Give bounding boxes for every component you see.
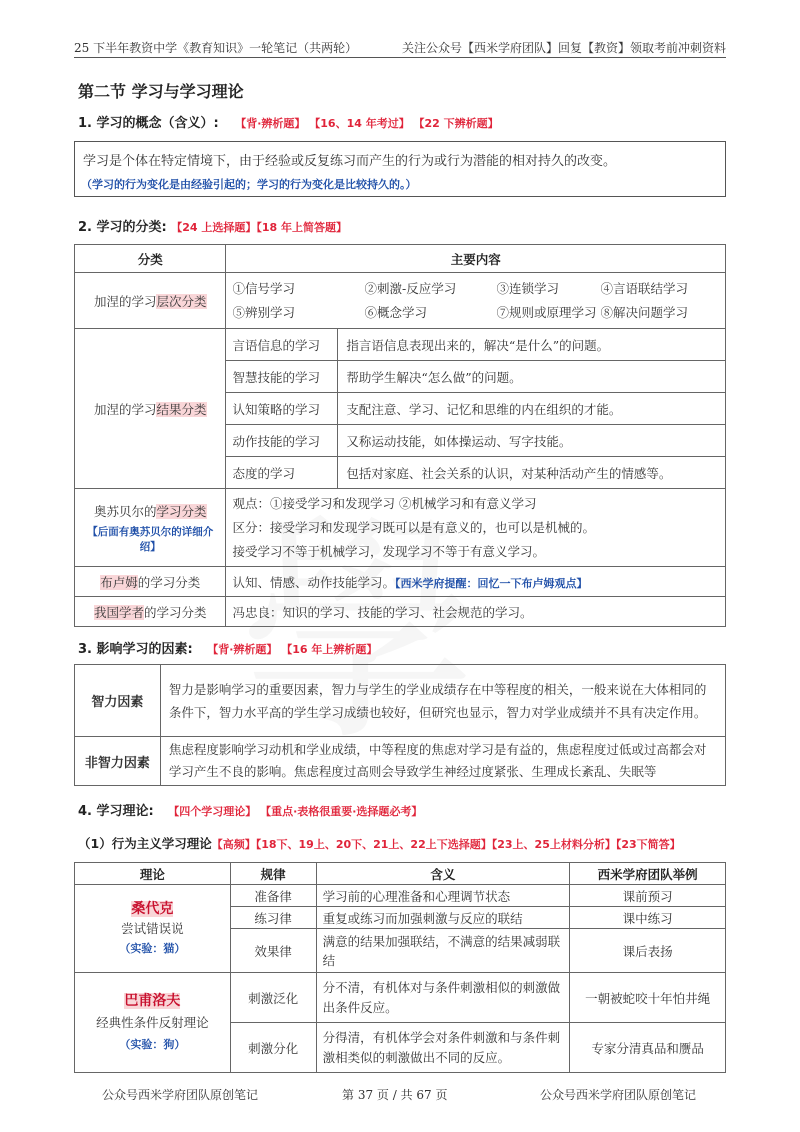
s4-heading: 4. 学习理论:: [78, 804, 154, 819]
s2-heading-line: [78, 216, 347, 235]
law-name: 刺激泛化: [230, 973, 316, 1023]
china-content: 冯忠良：知识的学习、技能的学习、社会规范的学习。: [226, 597, 726, 627]
col-header-theory: 理论: [75, 863, 231, 885]
result-desc: 指言语信息表现出来的，解决“是什么”的问题。: [338, 329, 726, 361]
bloom-content: 认知、情感、动作技能学习。【西米学府提醒：回忆一下布卢姆观点】: [226, 567, 726, 597]
result-desc: 又称运动技能，如体操运动、写字技能。: [338, 425, 726, 457]
china-label: 我国学者的学习分类: [75, 597, 226, 627]
list-item: ②刺激-反应学习: [364, 280, 457, 296]
list-item: ⑤辨别学习: [232, 304, 295, 320]
factor-desc: 焦虑程度影响学习动机和学业成绩，中等程度的焦虑对学习是有益的，焦虑程度过低或过高都会对学习产生不良的影响。焦虑程度过高则会导致学生神经过度紧张、生理成长紊乱、失眠等: [160, 737, 725, 786]
s1-heading: 1. 学习的概念（含义）:: [78, 116, 219, 131]
s4-sub-heading: （1）行为主义学习理论: [78, 836, 212, 851]
table-row: [75, 273, 726, 329]
law-example: 课中练习: [570, 907, 726, 929]
pavlov-name: 巴甫洛夫: [124, 992, 181, 1009]
factor-name: 智力因素: [75, 665, 161, 737]
ausubel-line: 区分：接受学习和发现学习既可以是有意义的，也可以是机械的。: [232, 519, 595, 535]
table-header-row: [75, 863, 726, 885]
list-item: ⑧解决问题学习: [600, 304, 688, 320]
footer-left: 公众号西米学府团队原创笔记: [102, 1088, 259, 1102]
pavlov-cell: [75, 973, 231, 1073]
s3-heading-line: [78, 638, 377, 657]
law-example: 一朝被蛇咬十年怕井绳: [570, 973, 726, 1023]
gagne-result-label: 加涅的学习结果分类: [75, 329, 226, 489]
table-row: [75, 885, 726, 907]
result-name: 认知策略的学习: [226, 393, 338, 425]
factors-table: [74, 664, 726, 786]
ausubel-line: 接受学习不等于机械学习，发现学习不等于有意义学习。: [232, 543, 545, 559]
result-name: 动作技能的学习: [226, 425, 338, 457]
law-example: 专家分清真品和赝品: [570, 1023, 726, 1073]
col-header-category: 分类: [75, 245, 226, 273]
col-header-example: 西米学府团队举例: [570, 863, 726, 885]
s4-sub-tags: 【高频】【18下、19上、20下、21上、22上下选择题】【23上、25上材料分析】【23下简答】: [211, 838, 681, 851]
ausubel-content: [226, 489, 726, 567]
pavlov-exp: （实验：狗）: [119, 1037, 186, 1051]
s3-heading: 3. 影响学习的因素:: [78, 642, 193, 657]
gagne-level-items: [226, 273, 726, 329]
result-name: 智慧技能的学习: [226, 361, 338, 393]
footer-right: 公众号西米学府团队原创笔记: [540, 1088, 697, 1102]
result-desc: 包括对家庭、社会关系的认识，对某种活动产生的情感等。: [338, 457, 726, 489]
law-name: 练习律: [230, 907, 316, 929]
law-meaning: 满意的结果加强联结，不满意的结果减弱联结: [316, 929, 570, 973]
bloom-label: 布卢姆的学习分类: [75, 567, 226, 597]
table-row: [75, 329, 726, 361]
thorndike-name: 桑代克: [131, 900, 174, 917]
s1-note: （学习的行为变化是由经验引起的；学习的行为变化是比较持久的。）: [81, 178, 417, 191]
thorndike-exp: （实验：猫）: [119, 941, 186, 955]
col-header-meaning: 含义: [316, 863, 570, 885]
classification-table: [74, 244, 726, 627]
bloom-tip: 【西米学府提醒：回忆一下布卢姆观点】: [394, 576, 588, 590]
result-name: 态度的学习: [226, 457, 338, 489]
ausubel-note: 【后面有奥苏贝尔的详细介绍】: [87, 525, 214, 553]
s4-sub-heading-line: [78, 834, 681, 852]
header-right: 关注公众号【西米学府团队】回复【教资】领取考前冲刺资料: [401, 41, 726, 55]
s2-tags: 【24 上选择题】【18 年上简答题】: [171, 221, 348, 234]
law-example: 课前预习: [570, 885, 726, 907]
table-row: [75, 597, 726, 627]
factor-desc: 智力是影响学习的重要因素，智力与学生的学业成绩存在中等程度的相关，一般来说在大体相同的条件下，智力水平高的学生学习成绩也较好，但研究也显示，智力对学业成绩并不具有决定作用。: [160, 665, 725, 737]
result-desc: 支配注意、学习、记忆和思维的内在组织的才能。: [338, 393, 726, 425]
ausubel-label: 奥苏贝尔的学习分类 【后面有奥苏贝尔的详细介绍】: [75, 489, 226, 567]
col-header-content: 主要内容: [226, 245, 726, 273]
list-item: ④言语联结学习: [600, 280, 688, 296]
law-example: 课后表扬: [570, 929, 726, 973]
law-name: 刺激分化: [230, 1023, 316, 1073]
table-row: [75, 489, 726, 567]
law-meaning: 学习前的心理准备和心理调节状态: [316, 885, 570, 907]
page-header: [74, 36, 726, 58]
s3-tags: 【背·辨析题】 【16 年上辨析题】: [207, 643, 378, 656]
result-desc: 帮助学生解决“怎么做”的问题。: [338, 361, 726, 393]
list-item: ①信号学习: [232, 280, 295, 296]
s2-heading: 2. 学习的分类:: [78, 220, 167, 235]
s1-definition: 学习是个体在特定情境下，由于经验或反复练习而产生的行为或行为潜能的相对持久的改变。: [83, 154, 617, 169]
section-title: 第二节 学习与学习理论: [78, 82, 244, 101]
ausubel-line: 观点：①接受学习和发现学习 ②机械学习和有意义学习: [232, 495, 537, 511]
list-item: ⑦规则或原理学习: [496, 304, 597, 320]
s4-heading-line: [78, 800, 422, 819]
law-name: 效果律: [230, 929, 316, 973]
table-row: [75, 737, 726, 786]
law-meaning: 分不清，有机体对与条件刺激相似的刺激做出条件反应。: [316, 973, 570, 1023]
col-header-law: 规律: [230, 863, 316, 885]
thorndike-theory: 尝试错误说: [121, 920, 184, 936]
s1-definition-box: [74, 141, 726, 197]
list-item: ③连锁学习: [496, 280, 559, 296]
s4-tags: 【四个学习理论】 【重点·表格很重要·选择题必考】: [168, 805, 423, 818]
result-name: 言语信息的学习: [226, 329, 338, 361]
s1-heading-line: [78, 112, 499, 131]
list-item: ⑥概念学习: [364, 304, 427, 320]
behaviorism-table: [74, 862, 726, 1073]
factor-name: 非智力因素: [75, 737, 161, 786]
gagne-level-label: 加涅的学习层次分类: [75, 273, 226, 329]
law-meaning: 分得清，有机体学会对条件刺激和与条件刺激相类似的刺激做出不同的反应。: [316, 1023, 570, 1073]
table-row: [75, 567, 726, 597]
s1-tags: 【背·辨析题】 【16、14 年考过】 【22 下辨析题】: [235, 117, 499, 130]
table-row: [75, 973, 726, 1023]
table-row: [75, 665, 726, 737]
law-name: 准备律: [230, 885, 316, 907]
footer-page-number: 第 37 页 / 共 67 页: [342, 1088, 448, 1102]
thorndike-cell: [75, 885, 231, 973]
table-header-row: [75, 245, 726, 273]
pavlov-theory: 经典性条件反射理论: [96, 1014, 209, 1030]
header-left: 25 下半年教资中学《教育知识》一轮笔记（共两轮）: [74, 41, 358, 55]
law-meaning: 重复或练习而加强刺激与反应的联结: [316, 907, 570, 929]
